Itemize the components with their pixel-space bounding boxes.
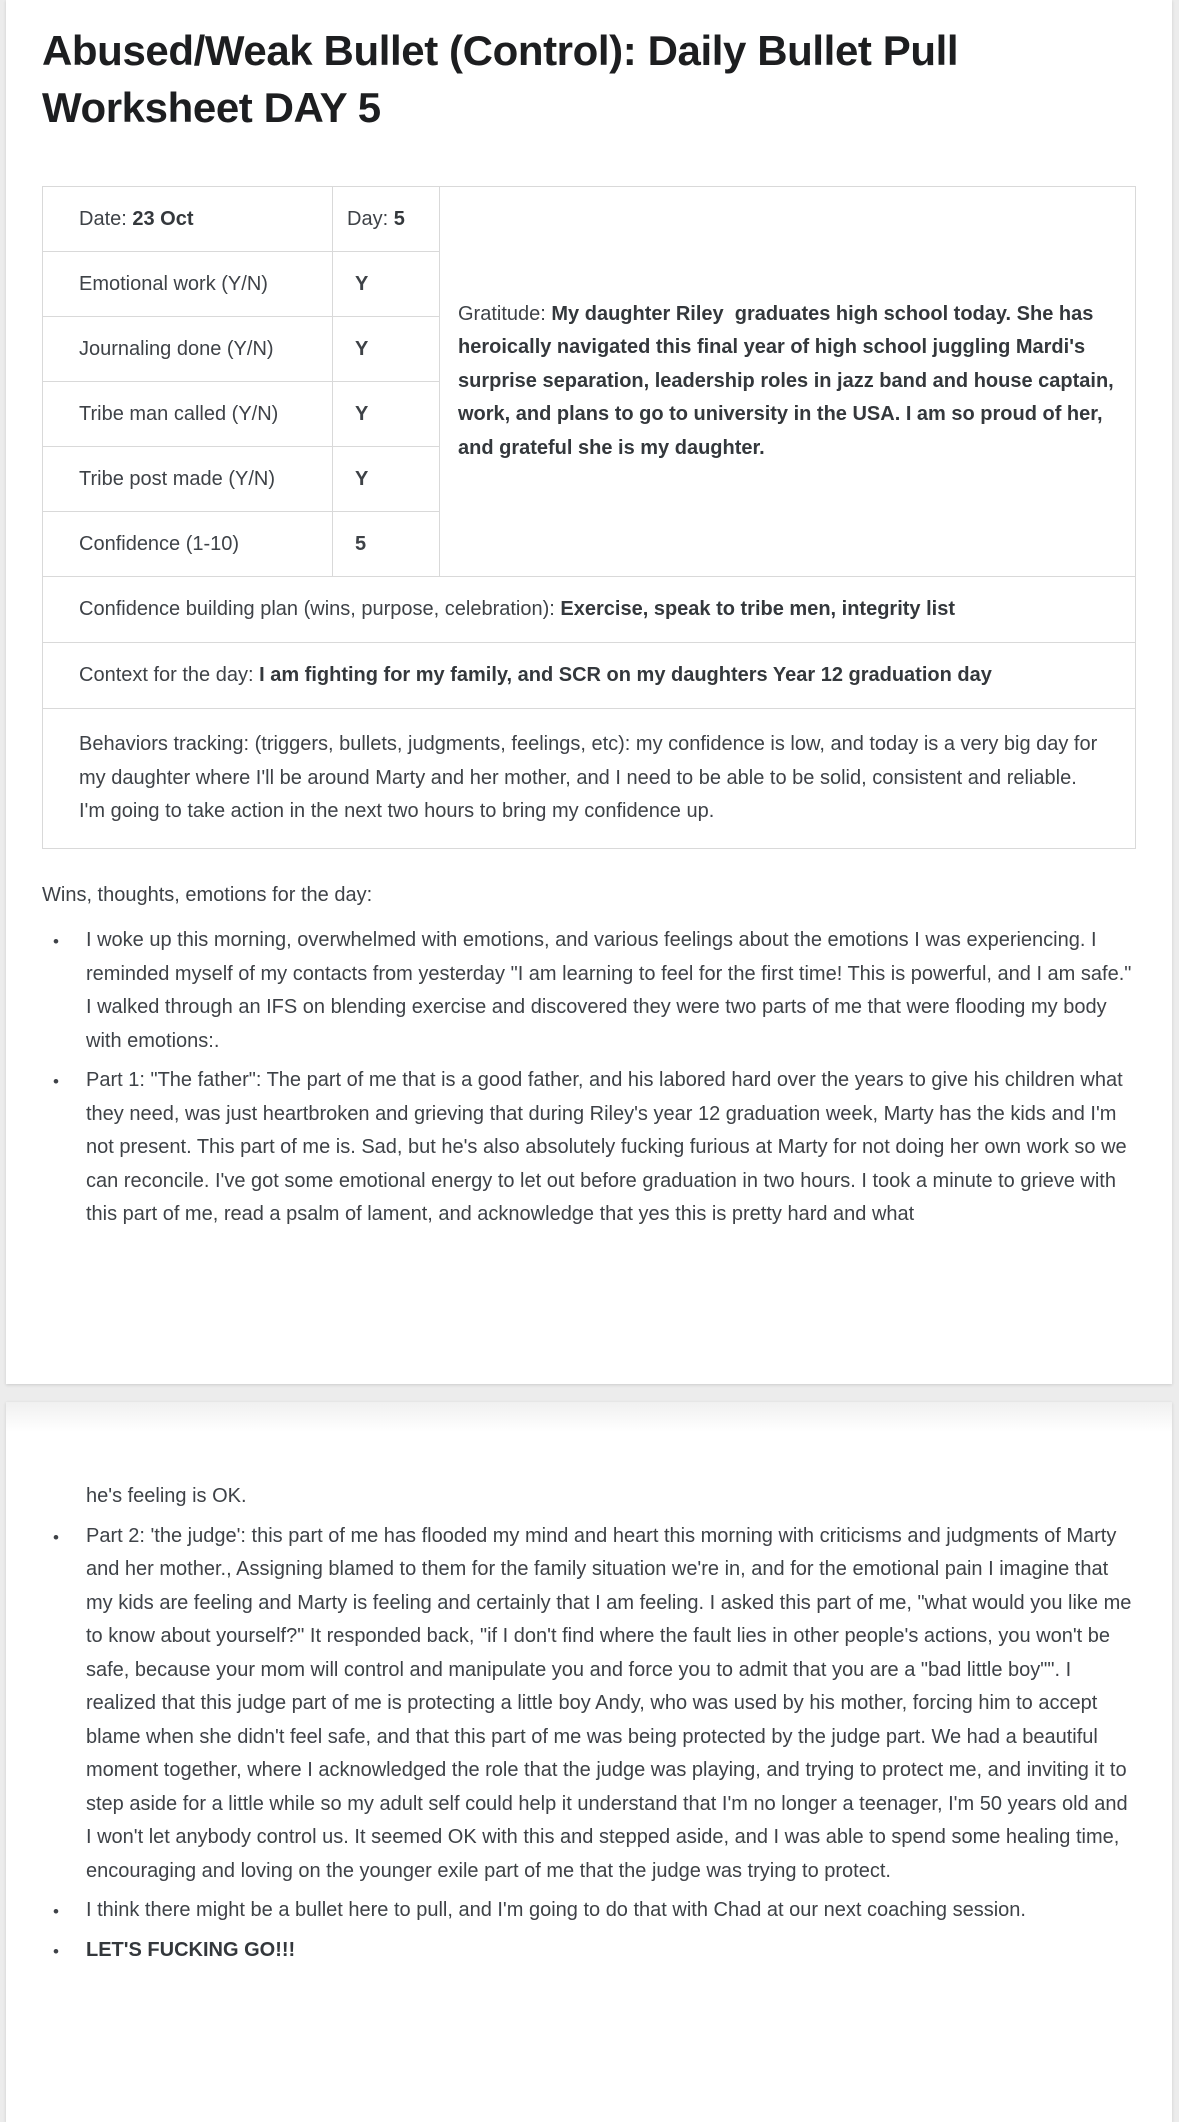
wins-list xyxy=(42,924,1136,1232)
behaviors-text: Behaviors tracking: (triggers, bullets, judgments, feelings, etc): my confidence is low, and today is a very big day for my daughter where I'll be around Marty and her mother, and I need to be able to be solid, consistent and reliable. I'm going to take action in the next two hours to bring my confidence up. xyxy=(43,709,1136,849)
list-item-text: I think there might be a bullet here to pull, and I'm going to do that with Chad at our next coaching session. xyxy=(86,1899,1026,1921)
metric-label: Tribe man called (Y/N) xyxy=(43,382,333,447)
list-item xyxy=(42,1064,1136,1232)
confidence-plan-label: Confidence building plan (wins, purpose, celebration): xyxy=(79,598,555,620)
metric-label: Tribe post made (Y/N) xyxy=(43,447,333,512)
bullet-icon xyxy=(53,1895,59,1929)
list-item xyxy=(42,1894,1136,1928)
list-item xyxy=(42,1520,1136,1889)
metric-label: Confidence (1-10) xyxy=(43,512,333,577)
day-cell xyxy=(333,187,440,252)
date-label: Date: xyxy=(79,207,127,230)
wins-heading: Wins, thoughts, emotions for the day: xyxy=(42,883,373,906)
behaviors-row xyxy=(43,709,1136,849)
gratitude-value: My daughter Riley graduates high school today. She has heroically navigated this final year of high school juggling Mardi's surprise separation, leadership roles in jazz band and house captain, work, and plans to go to university in the USA. I am so proud of her, and grateful she is my daughter. xyxy=(458,302,1120,459)
list-item-text: I woke up this morning, overwhelmed with emotions, and various feelings about the emotions I was experiencing. I reminded myself of my contacts from yesterday "I am learning to feel for the first time! This is powerful, and I am safe." I walked through an IFS on blending exercise and discovered they were two parts of me that were flooding my body with emotions:. xyxy=(86,929,1132,1052)
continuation-text: he's feeling is OK. xyxy=(86,1485,247,1507)
metric-value: Y xyxy=(333,317,440,382)
gratitude-label: Gratitude: xyxy=(458,302,546,325)
metric-value: 5 xyxy=(333,512,440,577)
bullet-icon xyxy=(53,1065,59,1099)
context-row xyxy=(43,643,1136,709)
list-item-text: Part 1: "The father": The part of me that is a good father, and his labored hard over the years to give his children what they need, was just heartbroken and grieving that during Riley's year 12 graduation week, Marty has the kids and I'm not present. This part of me is. Sad, but he's also absolutely fucking furious at Marty for not doing her own work so we can reconcile. I've got some emotional energy to let out before graduation in two hours. I took a minute to grieve with this part of me, read a psalm of lament, and acknowledge that yes this is pretty hard and what xyxy=(86,1069,1127,1225)
confidence-plan-row xyxy=(43,577,1136,643)
day-value: 5 xyxy=(393,207,405,230)
metric-label: Emotional work (Y/N) xyxy=(43,252,333,317)
date-value: 23 Oct xyxy=(132,207,194,230)
metric-value: Y xyxy=(333,382,440,447)
metric-value: Y xyxy=(333,447,440,512)
list-item-text: LET'S FUCKING GO!!! xyxy=(86,1938,296,1961)
bullet-icon xyxy=(53,1935,59,1969)
metric-value: Y xyxy=(333,252,440,317)
date-cell xyxy=(43,187,333,252)
context-value: I am fighting for my family, and SCR on my daughters Year 12 graduation day xyxy=(259,664,992,686)
context-label: Context for the day: xyxy=(79,664,254,686)
document-page-2 xyxy=(6,1402,1172,2122)
wins-list-continued xyxy=(42,1520,1136,1968)
list-item xyxy=(42,1934,1136,1968)
list-item-text: Part 2: 'the judge': this part of me has flooded my mind and heart this morning with criticisms and judgments of Marty and her mother., Assigning blamed to them for the family situation we're in, and for the emotional pain I imagine that my kids are feeling and Marty is feeling and certainly that I am feeling. I asked this part of me, "what would you like me to know about yourself?" It responded back, "if I don't find where the fault lies in other people's actions, you won't be safe, because your mom will control and manipulate you and force you to admit that you are a "bad little boy"". I realized that this judge part of me is protecting a little boy Andy, who was used by his mother, forcing him to accept blame when she didn't feel safe, and that this part of me was being protected by the judge part. We had a beautiful moment together, where I acknowledged the role that the judge was playing, and trying to protect me, and inviting it to step aside for a little while so my adult self could help it understand that I'm no longer a teenager, I'm 50 years old and I won't let anybody control us. It seemed OK with this and stepped aside, and I was able to spend some healing time, encouraging and loving on the younger exile part of me that the judge was trying to protect. xyxy=(86,1524,1132,1882)
bullet-icon xyxy=(53,925,59,959)
document-page-1 xyxy=(6,0,1172,1384)
day-label: Day: xyxy=(347,207,389,230)
bullet-icon xyxy=(53,1521,59,1555)
page-title: Abused/Weak Bullet (Control): Daily Bullet Pull Worksheet DAY 5 xyxy=(42,27,959,131)
metric-label: Journaling done (Y/N) xyxy=(43,317,333,382)
daily-tracking-table xyxy=(42,186,1136,849)
confidence-plan-value: Exercise, speak to tribe men, integrity list xyxy=(560,598,955,620)
list-item xyxy=(42,924,1136,1058)
table-row xyxy=(43,187,1136,252)
gratitude-cell xyxy=(440,187,1136,577)
